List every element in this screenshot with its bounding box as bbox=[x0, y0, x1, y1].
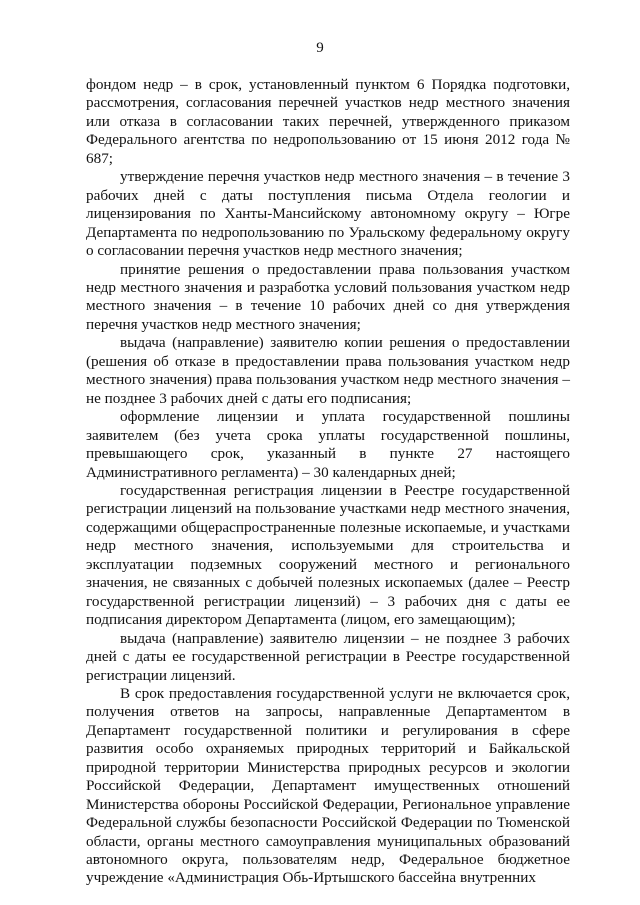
paragraph-list-item: государственная регистрация лицензии в Реестре государственной регистрации лицензий на пользование участками недр местного значения, содержащими общераспространенные полезные ископаемые, и участками недр местного значения, используемыми для строительства и эксплуатации подземных сооружений местного и регионального значения, не связанных с добычей полезных ископаемых (далее – Реестр государственной регистрации лицензий) – 3 рабочих дня с даты ее подписания директором Департамента (лицом, его замещающим); bbox=[86, 481, 570, 629]
paragraph-list-item: принятие решения о предоставлении права пользования участком недр местного значения и разработка условий пользования участком недр местного значения – в течение 10 рабочих дней со дня утверждения перечня участков недр местного значения; bbox=[86, 260, 570, 333]
paragraph-body: В срок предоставления государственной услуги не включается срок, получения ответов на запросы, направленные Департаментом в Департамент государственной политики и регулирования в сфере развития особо охраняемых природных территорий и Байкальской природной территории Министерства природных ресурсов и экологии Российской Федерации, Департамент имущественных отношений Министерства обороны Российской Федерации, Региональное управление Федеральной службы безопасности Российской Федерации по Тюменской области, органы местного самоуправления муниципальных образований автономного округа, пользователям недр, Федеральное бюджетное учреждение «Администрация Обь-Иртышского бассейна внутренних bbox=[86, 684, 570, 887]
document-body bbox=[86, 76, 570, 888]
paragraph-continuation: фондом недр – в срок, установленный пунктом 6 Порядка подготовки, рассмотрения, согласования перечней участков недр местного значения или отказа в согласовании таких перечней, утвержденного приказом Федерального агентства по недропользованию от 15 июня 2012 года № 687; bbox=[86, 76, 570, 167]
paragraph-list-item: выдача (направление) заявителю копии решения о предоставлении (решения об отказе в предоставлении права пользования участком недр местного значения) права пользования участком недр местного значения – не позднее 3 рабочих дней с даты его подписания; bbox=[86, 334, 570, 407]
page-number: 9 bbox=[316, 40, 324, 56]
paragraph-list-item: утверждение перечня участков недр местного значения – в течение 3 рабочих дней с даты поступления письма Отдела геологии и лицензирования по Ханты-Мансийскому автономному округу – Югре Департамента по недропользованию по Уральскому федеральному округу о согласовании перечня участков недр местного значения; bbox=[86, 168, 570, 260]
paragraph-list-item: оформление лицензии и уплата государственной пошлины заявителем (без учета срока уплаты государственной пошлины, превышающего срок, указанный в пункте 27 настоящего Административного регламента) – 30 календарных дней; bbox=[86, 408, 570, 481]
paragraph-list-item: выдача (направление) заявителю лицензии – не позднее 3 рабочих дней с даты ее государственной регистрации в Реестре государственной регистрации лицензий. bbox=[86, 629, 570, 684]
